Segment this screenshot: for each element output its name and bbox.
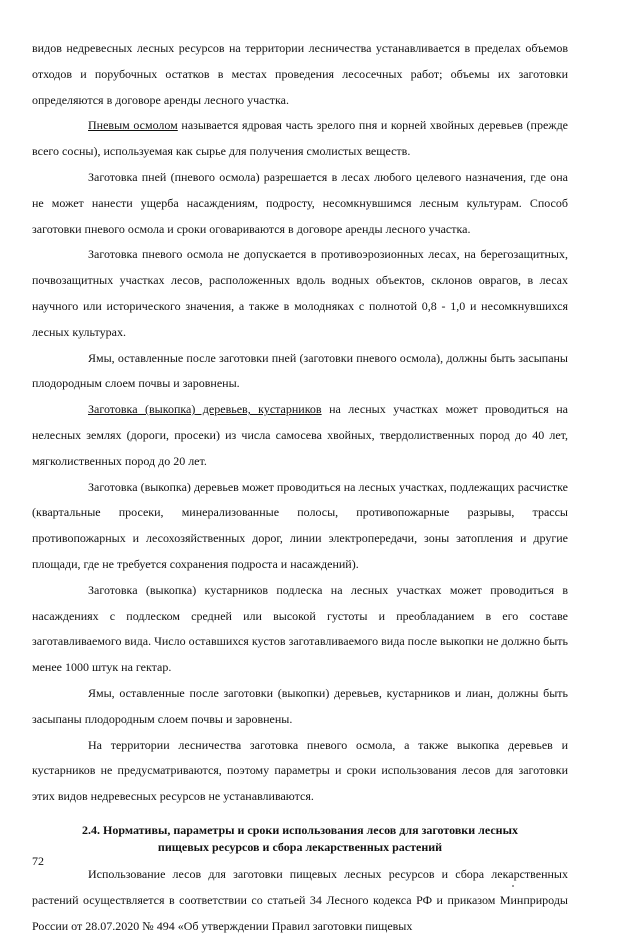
heading-line-2: пищевых ресурсов и сбора лекарственных растений <box>157 839 443 854</box>
paragraph-digging-trees <box>32 397 568 474</box>
paragraph-digging-shrubs: Заготовка (выкопка) кустарников подлеска на лесных участках может проводиться в насаждениях с подлеском средней или высокой густоты и преобладанием в его составе заготавливаемого вида. Число оставшихся кустов заготавливаемого вида после выкопки не должно быть менее 1000 штук на гектар. <box>32 582 568 675</box>
paragraph-continuation: видов недревесных лесных ресурсов на территории лесничества устанавливается в пределах объемов отходов и порубочных остатков в местах проведения лесосечных работ; объемы их заготовки определяются в договоре аренды лесного участка. <box>32 41 568 107</box>
document-page <box>32 36 568 939</box>
term-pnevoy-osmol: Пневым осмолом <box>88 118 178 133</box>
paragraph-pits-stumps: Ямы, оставленные после заготовки пней (заготовки пневого осмола), должны быть засыпаны плодородным слоем почвы и заровнены. <box>32 350 568 391</box>
paragraph-pits-trees: Ямы, оставленные после заготовки (выкопки) деревьев, кустарников и лиан, должны быть засыпаны плодородным слоем почвы и заровнены. <box>32 685 568 726</box>
paragraph-digging-clearing: Заготовка (выкопка) деревьев может проводиться на лесных участках, подлежащих расчистке (квартальные просеки, минерализованные полосы, противопожарные разрывы, трассы противопожарных и лесохозяйственных дорог, линии электропередачи, зоны затопления и другие площади, где не требуется сохранения подроста и насаждений). <box>32 479 568 571</box>
paragraph-not-allowed: Заготовка пневого осмола не допускается в противоэрозионных лесах, на берегозащитных, почвозащитных участках лесов, расположенных вдоль водных объектов, склонов оврагов, в лесах научного или исторического значения, а также в молодняках с полнотой 0,8 - 1,0 и несомкнувшихся лесных культурах. <box>32 247 568 339</box>
term-digging-trees: Заготовка (выкопка) деревьев, кустарников <box>88 402 322 417</box>
paragraph-not-provided: На территории лесничества заготовка пневого осмола, а также выкопка деревьев и кустарников не предусматриваются, поэтому параметры и сроки использования лесов для заготовки этих видов недревесных ресурсов не устанавливаются. <box>32 737 568 804</box>
paragraph-pnevoy-osmol <box>32 113 568 165</box>
paragraph-harvesting-stumps: Заготовка пней (пневого осмола) разрешается в лесах любого целевого назначения, где она не может нанести ущерба насаждениям, подросту, несомкнувшимся лесным культурам. Способ заготовки пневого осмола и сроки оговариваются в договоре аренды лесного участка. <box>32 169 568 236</box>
section-heading <box>32 822 568 856</box>
heading-line-1: 2.4. Нормативы, параметры и сроки использования лесов для заготовки лесных <box>82 822 518 837</box>
scan-speck <box>512 885 514 887</box>
paragraph-text: на лесных участках может проводиться на нелесных землях (дороги, просеки) из числа самосева хвойных, твердолиственных пород до 40 лет, мягколиственных пород до 20 лет. <box>32 402 568 468</box>
paragraph-text: называется ядровая часть зрелого пня и корней хвойных деревьев (прежде всего сосны), используемая как сырье для получения смолистых веществ. <box>32 118 569 159</box>
page-number: 72 <box>32 854 44 868</box>
paragraph-final: Использование лесов для заготовки пищевых лесных ресурсов и сбора лекарственных растений осуществляется в соответствии со статьей 34 Лесного кодекса РФ и приказом Минприроды России от 28.07.2020 № 494 «Об утверждении Правил заготовки пищевых <box>32 866 568 933</box>
